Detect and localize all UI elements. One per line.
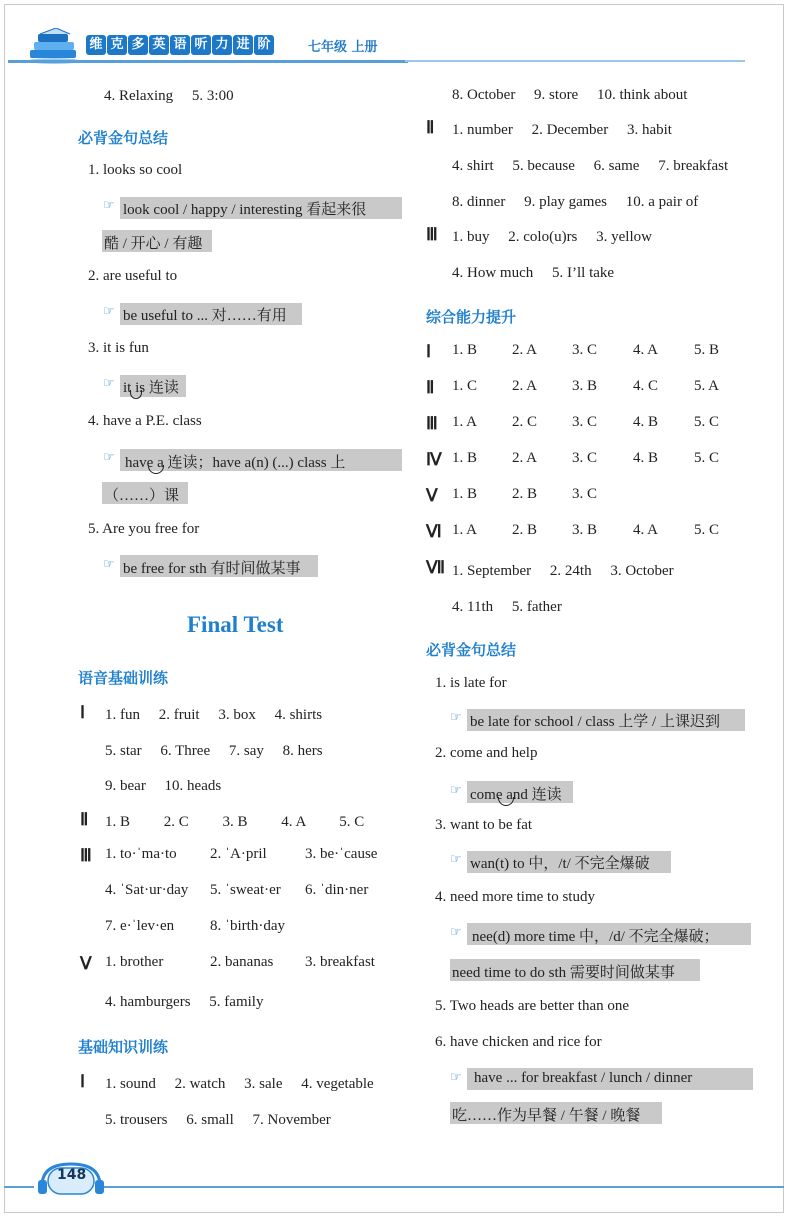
answer-line: 8. October 9. store 10. think about [452, 87, 688, 103]
roman-numeral: Ⅳ [426, 450, 442, 469]
answer-line: 1. number 2. December 3. habit [452, 122, 672, 138]
answer-item: 2. bananas [210, 954, 274, 970]
answer-line: 5. star 6. Three 7. say 8. hers [105, 743, 323, 759]
grid-item: 1. B [452, 342, 478, 358]
answer-line: 1. B 2. C 3. B 4. A 5. C [105, 814, 365, 830]
grid-item: 4. B [633, 414, 659, 430]
sentence-note: look cool / happy / interesting 看起来很 [123, 202, 367, 218]
grid-item: 1. B [452, 450, 478, 466]
roman-numeral: Ⅲ [80, 846, 92, 865]
sentence: 4. have a P.E. class [88, 413, 202, 429]
answer-line: 4. shirt 5. because 6. same 7. breakfast [452, 158, 729, 174]
sentence-note: be late for school / class 上学 / 上课迟到 [470, 714, 720, 730]
grid-item: 1. B [452, 486, 478, 502]
answer-line: 5. trousers 6. small 7. November [105, 1112, 331, 1128]
grid-item: 2. B [512, 522, 538, 538]
answer-line: 9. bear 10. heads [105, 778, 222, 794]
title-char: 进 [233, 35, 253, 55]
sentence-note: （……）课 [104, 488, 180, 504]
grid-item: 3. C [572, 486, 598, 502]
title-char: 克 [107, 35, 127, 55]
roman-numeral: Ⅶ [426, 558, 446, 577]
grid-item: 5. C [694, 414, 720, 430]
answer-line: 1. September 2. 24th 3. October [452, 563, 674, 579]
pointing-hand-icon: ☞ [103, 450, 115, 465]
answer-item: 5. ˈsweat·er [210, 882, 281, 898]
grid-item: 1. C [452, 378, 478, 394]
title-char: 多 [128, 35, 148, 55]
sentence-note: be useful to ... 对……有用 [123, 308, 287, 324]
grid-item: 3. C [572, 450, 598, 466]
pointing-hand-icon: ☞ [103, 376, 115, 391]
roman-numeral: Ⅴ [426, 486, 438, 505]
answer-item: 1. to·ˈma·to [105, 846, 177, 862]
answer-item: 6. ˈdin·ner [305, 882, 369, 898]
sentence: 2. are useful to [88, 268, 178, 284]
title-char: 英 [149, 35, 169, 55]
answer-line: 1. buy 2. colo(u)rs 3. yellow [452, 229, 652, 245]
answer-item: 8. ˈbirth·day [210, 918, 285, 934]
sentence-note: come and 连读 [470, 787, 562, 803]
sentence-note: 吃……作为早餐 / 午餐 / 晚餐 [452, 1108, 641, 1124]
section-title: 必背金句总结 [426, 641, 517, 659]
grid-item: 1. A [452, 522, 478, 538]
books-logo-icon [26, 28, 82, 64]
footer-rule [100, 1186, 784, 1188]
pointing-hand-icon: ☞ [450, 710, 462, 725]
pointing-hand-icon: ☞ [103, 304, 115, 319]
grid-item: 4. B [633, 450, 659, 466]
page-number-badge [36, 1160, 106, 1196]
roman-numeral: Ⅲ [426, 414, 438, 433]
sentence: 4. need more time to study [435, 889, 595, 905]
header-rule [8, 60, 408, 63]
sentence-note: have ... for breakfast / lunch / dinner [474, 1070, 693, 1086]
grid-item: 3. B [572, 522, 598, 538]
sentence: 3. it is fun [88, 340, 149, 356]
grid-item: 4. A [633, 342, 659, 358]
grid-item: 3. C [572, 342, 598, 358]
grid-item: 5. A [694, 378, 720, 394]
grid-item: 4. A [633, 522, 659, 538]
sentence: 1. is late for [435, 675, 507, 691]
sentence: 3. want to be fat [435, 817, 533, 833]
answer-line: 1. sound 2. watch 3. sale 4. vegetable [105, 1076, 374, 1092]
grid-item: 1. A [452, 414, 478, 430]
page-frame [4, 4, 784, 1213]
answer-line: 8. dinner 9. play games 10. a pair of [452, 194, 699, 210]
roman-numeral: Ⅱ [80, 810, 89, 829]
answer-item: 3. be·ˈcause [305, 846, 378, 862]
answer-line: 4. hamburgers 5. family [105, 994, 264, 1010]
title-char: 听 [191, 35, 211, 55]
section-title: 基础知识训练 [78, 1038, 169, 1056]
roman-numeral: Ⅴ [80, 954, 92, 973]
header-rule-right [405, 60, 745, 62]
pointing-hand-icon: ☞ [450, 925, 462, 940]
title-char: 力 [212, 35, 232, 55]
pointing-hand-icon: ☞ [450, 783, 462, 798]
sentence: 5. Are you free for [88, 521, 200, 537]
title-char: 维 [86, 35, 106, 55]
grid-item: 2. B [512, 486, 538, 502]
roman-numeral: Ⅰ [80, 1072, 86, 1091]
answer-item: 3. breakfast [305, 954, 375, 970]
book-title [86, 35, 274, 55]
sentence-note: need time to do sth 需要时间做某事 [452, 965, 675, 981]
title-char: 语 [170, 35, 190, 55]
grid-item: 3. B [572, 378, 598, 394]
answer-item: 4. ˈSat·ur·day [105, 882, 189, 898]
answer-item: 2. ˈA·pril [210, 846, 267, 862]
sentence: 2. come and help [435, 745, 538, 761]
title-char: 阶 [254, 35, 274, 55]
roman-numeral: Ⅲ [426, 225, 438, 244]
grid-item: 3. C [572, 414, 598, 430]
sentence-note: nee(d) more time 中，/d/ 不完全爆破； [472, 929, 719, 945]
roman-numeral: Ⅱ [426, 378, 435, 397]
final-test-title: Final Test [187, 612, 284, 637]
grid-item: 2. C [512, 414, 538, 430]
sentence: 5. Two heads are better than one [435, 998, 630, 1014]
grid-item: 5. C [694, 450, 720, 466]
sentence: 6. have chicken and rice for [435, 1034, 602, 1050]
pointing-hand-icon: ☞ [450, 852, 462, 867]
footer-rule [4, 1186, 34, 1188]
roman-numeral: Ⅵ [426, 522, 442, 541]
sentence-note: be free for sth 有时间做某事 [123, 561, 301, 577]
answer-line: 4. 11th 5. father [452, 599, 562, 615]
answer-item: 7. e·ˈlev·en [105, 918, 175, 934]
section-title: 综合能力提升 [426, 308, 517, 326]
answer-line: 4. How much 5. I’ll take [452, 265, 615, 281]
roman-numeral: Ⅰ [80, 703, 86, 722]
answer-item: 1. brother [105, 954, 164, 970]
sentence-note: it is 连读 [123, 380, 179, 396]
page-number: 148 [57, 1167, 87, 1183]
grid-item: 2. A [512, 450, 538, 466]
roman-numeral: Ⅰ [426, 342, 432, 361]
grid-item: 5. C [694, 522, 720, 538]
grid-item: 2. A [512, 378, 538, 394]
sentence-note: wan(t) to 中，/t/ 不完全爆破 [470, 856, 650, 872]
answer-line: 4. Relaxing 5. 3:00 [104, 88, 234, 104]
section-title: 必背金句总结 [78, 129, 169, 147]
grid-item: 2. A [512, 342, 538, 358]
grade-label: 七年级 上册 [308, 40, 378, 55]
sentence-note: 酷 / 开心 / 有趣 [104, 236, 203, 252]
pointing-hand-icon: ☞ [103, 557, 115, 572]
roman-numeral: Ⅱ [426, 118, 435, 137]
section-title: 语音基础训练 [78, 669, 169, 687]
answer-line: 1. fun 2. fruit 3. box 4. shirts [105, 707, 323, 723]
grid-item: 4. C [633, 378, 659, 394]
sentence-note: have a 连读；have a(n) (...) class 上 [125, 455, 346, 471]
sentence: 1. looks so cool [88, 162, 183, 178]
pointing-hand-icon: ☞ [450, 1070, 462, 1085]
grid-item: 5. B [694, 342, 720, 358]
pointing-hand-icon: ☞ [103, 198, 115, 213]
